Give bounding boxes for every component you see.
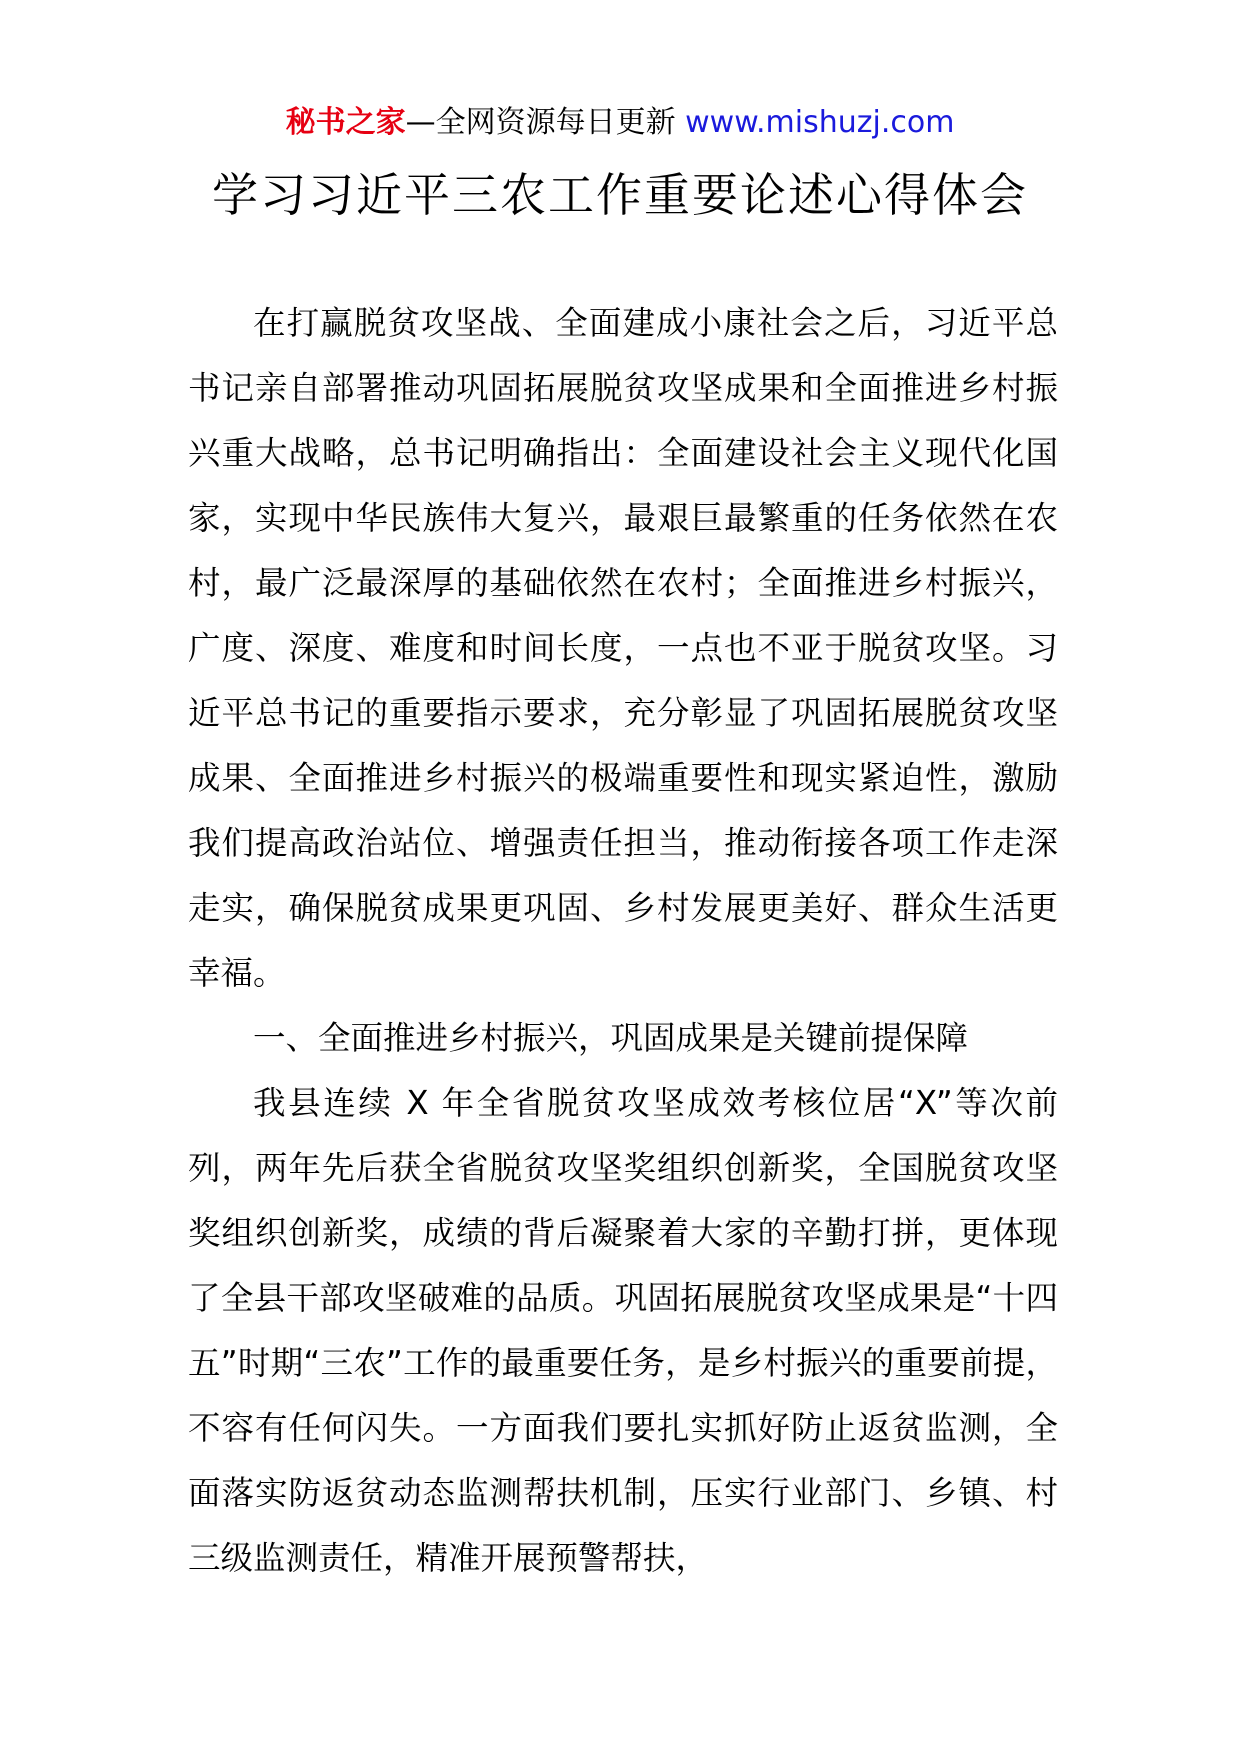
site-header [0, 100, 1240, 146]
section-heading-1: 一、全面推进乡村振兴，巩固成果是关键前提保障 [253, 1019, 969, 1057]
document-title: 学习习近平三农工作重要论述心得体会 [212, 168, 1028, 222]
body-paragraph-1: 在打赢脱贫攻坚战、全面建成小康社会之后，习近平总书记亲自部署推动巩固拓展脱贫攻坚成果和全面推进乡村振兴重大战略，总书记明确指出：全面建设社会主义现代化国家，实现中华民族伟大复兴，最艰巨最繁重的任务依然在农村，最广泛最深厚的基础依然在农村；全面推进乡村振兴，广度、深度、难度和时间长度，一点也不亚于脱贫攻坚。习近平总书记的重要指示要求，充分彰显了巩固拓展脱贫攻坚成果、全面推进乡村振兴的极端重要性和现实紧迫性，激励我们提高政治站位、增强责任担当，推动衔接各项工作走深走实，确保脱贫成果更巩固、乡村发展更美好、群众生活更幸福。 [188, 304, 1058, 992]
site-url-link[interactable]: www.mishuzj.com [685, 105, 955, 140]
site-tagline: —全网资源每日更新 [405, 105, 676, 140]
body-paragraph-2: 我县连续 X 年全省脱贫攻坚成效考核位居“X”等次前列，两年先后获全省脱贫攻坚奖组织创新奖，全国脱贫攻坚奖组织创新奖，成绩的背后凝聚着大家的辛勤打拼，更体现了全县干部攻坚破难的品质。巩固拓展脱贫攻坚成果是“十四五”时期“三农”工作的最重要任务，是乡村振兴的重要前提，不容有任何闪失。一方面我们要扎实抓好防止返贫监测，全面落实防返贫动态监测帮扶机制，压实行业部门、乡镇、村三级监测责任，精准开展预警帮扶， [188, 1084, 1058, 1577]
document-body [188, 291, 1058, 1591]
site-brand: 秘书之家 [285, 105, 406, 140]
